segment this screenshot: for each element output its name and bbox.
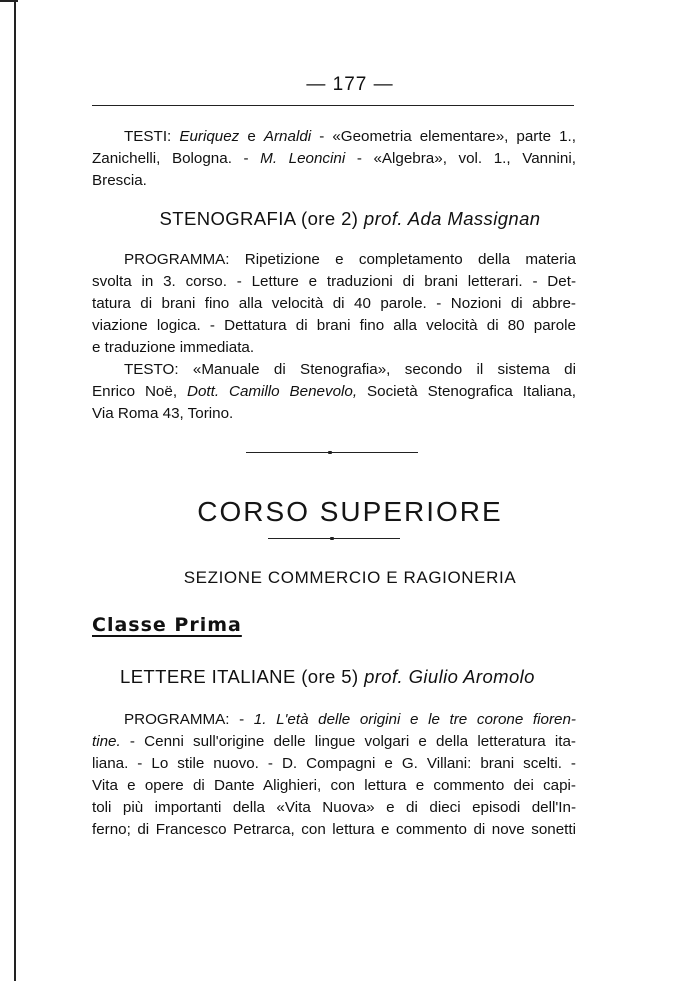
steno-program-line: viazione logica. - Dettatura di brani fino alla velocità di 80 parole bbox=[92, 317, 576, 334]
steno-program-line: tatura di brani fino alla velocità di 40 parole. - Nozioni di abbre- bbox=[92, 295, 576, 312]
divider-dot bbox=[328, 451, 332, 454]
steno-subject: STENOGRAFIA (ore 2) bbox=[159, 208, 359, 229]
lettere-line-1-italic: 1. L'età delle origini e le tre corone fioren- bbox=[253, 711, 576, 728]
steno-program-line: e traduzione immediata. bbox=[92, 339, 255, 356]
steno-testo-author: Dott. Camillo Benevolo, bbox=[186, 383, 358, 400]
steno-testo-line-3: Via Roma 43, Torino. bbox=[92, 405, 234, 422]
testi-author-leoncini: M. Leoncini bbox=[260, 150, 346, 167]
classe-title: Classe Prima bbox=[92, 614, 242, 636]
testi-line-1-rest: - «Geometria elementare», parte 1., bbox=[319, 128, 576, 145]
steno-program-line: svolta in 3. corso. - Letture e traduzioni di brani letterari. - Det- bbox=[92, 273, 576, 290]
lettere-line-2 bbox=[92, 731, 576, 753]
lettere-line-2-b: - Cenni sull'origine delle lingue volgari e della letteratura ita- bbox=[129, 733, 576, 750]
testi-author-arnaldi: Arnaldi bbox=[263, 128, 312, 145]
steno-prof: prof. Ada Massignan bbox=[363, 208, 541, 229]
section-divider bbox=[246, 452, 418, 453]
steno-program-line: PROGRAMMA: Ripetizione e completamento della materia bbox=[124, 251, 576, 268]
testi-paragraph bbox=[92, 126, 576, 192]
lettere-prof: prof. Giulio Aromolo bbox=[364, 666, 535, 687]
testi-author-euriquez: Euriquez bbox=[179, 128, 240, 145]
testi-line-2-a: Zanichelli, Bologna. - bbox=[92, 150, 249, 167]
lettere-subject: LETTERE ITALIANE (ore 5) bbox=[120, 666, 359, 687]
corso-title: CORSO SUPERIORE bbox=[197, 496, 503, 527]
lettere-line-4: Vita e opere di Dante Alighieri, con lettura e commento dei capi- bbox=[92, 777, 576, 794]
testi-conj: e bbox=[247, 128, 256, 145]
testi-line-3: Brescia. bbox=[92, 172, 147, 189]
testi-line-2-b: - «Algebra», vol. 1., Vannini, bbox=[356, 150, 576, 167]
steno-testo-line-2-a: Enrico Noë, bbox=[92, 383, 178, 400]
steno-testo-line-2 bbox=[92, 381, 576, 403]
lettere-line-6: ferno; di Francesco Petrarca, con lettura e commento di nove sonetti bbox=[92, 821, 576, 838]
corner-mark bbox=[0, 0, 18, 10]
binding-margin-line bbox=[14, 0, 16, 981]
testi-line-1 bbox=[92, 126, 576, 148]
lettere-line-1-a: PROGRAMMA: - bbox=[124, 711, 245, 728]
lettere-line-1 bbox=[92, 709, 576, 731]
steno-program-paragraph bbox=[92, 249, 576, 425]
lettere-line-3: liana. - Lo stile nuovo. - D. Compagni e G. Villani: brani scelti. - bbox=[92, 755, 576, 772]
section-divider bbox=[268, 538, 400, 539]
steno-testo-line-1: TESTO: «Manuale di Stenografia», secondo il sistema di bbox=[124, 361, 576, 378]
lettere-program-paragraph bbox=[92, 709, 576, 841]
header-rule bbox=[92, 105, 574, 106]
divider-dot bbox=[330, 537, 334, 540]
sezione-title: SEZIONE COMMERCIO E RAGIONERIA bbox=[183, 568, 517, 587]
page-number: — 177 — bbox=[306, 74, 394, 95]
lettere-line-5: toli più importanti della «Vita Nuova» e di dieci episodi dell'In- bbox=[92, 799, 576, 816]
lettere-subject-heading bbox=[120, 666, 600, 688]
testi-line-2 bbox=[92, 148, 576, 170]
steno-subject-heading bbox=[0, 208, 700, 230]
lettere-line-2-italic: tine. bbox=[92, 733, 121, 750]
steno-testo-line-2-b: Società Stenografica Italiana, bbox=[367, 383, 576, 400]
testi-label: TESTI: bbox=[124, 128, 172, 145]
